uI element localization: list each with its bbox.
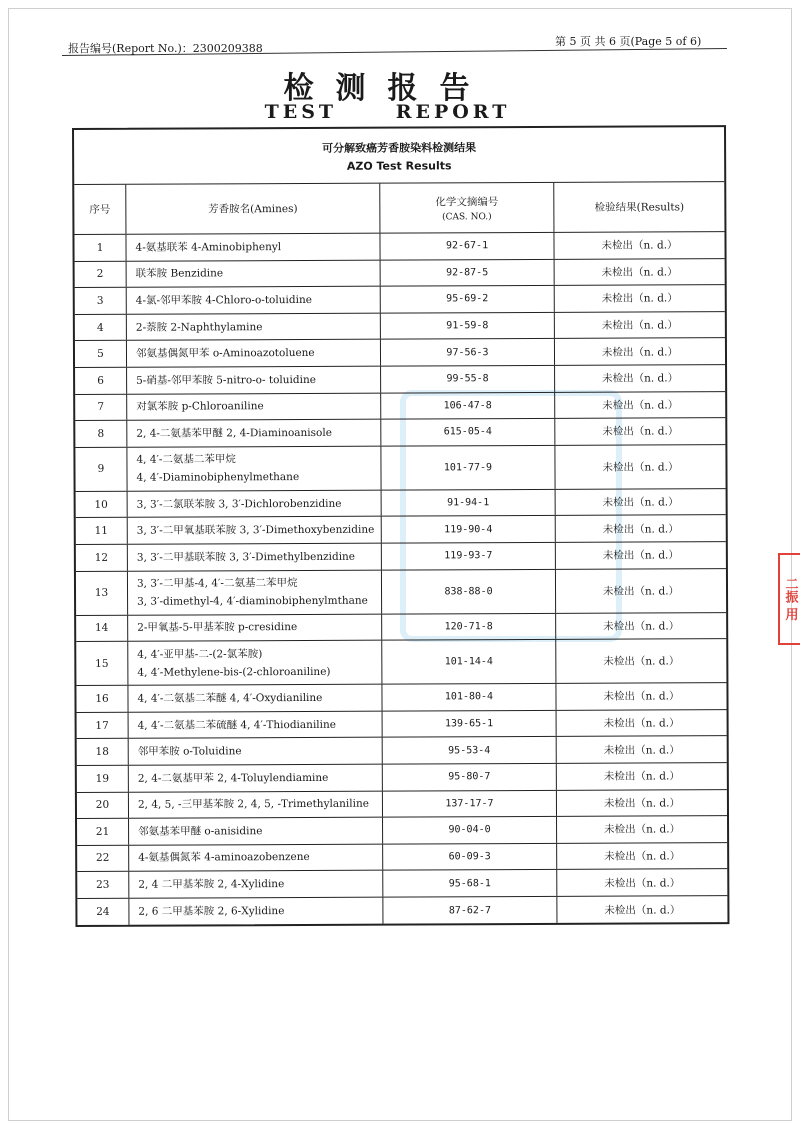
- cell-cas: 106-47-8: [381, 392, 555, 418]
- cell-result: 未检出（n. d.）: [602, 372, 679, 385]
- table-row: [75, 365, 725, 394]
- cell-result: 未检出（n. d.）: [601, 239, 678, 252]
- table-row: [76, 489, 726, 518]
- cell-no: 14: [76, 615, 128, 641]
- amine-name-line: 2, 4-二氨基甲苯 2, 4-Toluylendiamine: [137, 771, 329, 785]
- cell-result: 未检出（n. d.）: [603, 620, 680, 633]
- table-row: [76, 683, 726, 712]
- cell-no: 5: [75, 341, 127, 367]
- cell-amine-name: [127, 393, 381, 420]
- table-row: [75, 445, 725, 492]
- cell-cas: 92-87-5: [381, 259, 555, 285]
- cell-amine-name: [128, 490, 382, 517]
- cell-cas: 95-68-1: [383, 870, 557, 896]
- cell-result: 未检出（n. d.）: [601, 319, 678, 332]
- cell-cas: 95-69-2: [381, 286, 555, 312]
- cell-amine-name: [128, 685, 382, 712]
- table-row: [75, 418, 725, 447]
- cell-amine-name: [127, 446, 381, 490]
- table-row: [77, 869, 727, 898]
- cell-result: 未检出（n. d.）: [602, 425, 679, 439]
- col-header-no: 序号: [74, 185, 126, 234]
- cell-amine-name: [127, 287, 381, 314]
- table-row: [77, 790, 727, 819]
- amine-name-line: 3, 3′-二甲基-4, 4′-二氨基二苯甲烷: [136, 577, 298, 590]
- amine-name-line: 2, 4 二甲基苯胺 2, 4-Xylidine: [138, 878, 285, 891]
- amine-name-line: 2-甲氧基-5-甲基苯胺 p-cresidine: [137, 621, 298, 635]
- cell-result: 未检出（n. d.）: [604, 823, 681, 837]
- col-header-cas: [380, 183, 554, 233]
- cell-cas: 838-88-0: [382, 569, 556, 613]
- cell-amine-name: [129, 711, 383, 738]
- results-table: [72, 125, 729, 927]
- cell-result: 未检出（n. d.）: [602, 461, 679, 474]
- amine-name-line: 4, 4′-亚甲基-二-(2-氯苯胺): [137, 647, 263, 661]
- cell-no: 19: [77, 766, 129, 792]
- cell-result: 未检出（n. d.）: [602, 496, 679, 509]
- table-row: [77, 896, 727, 925]
- cell-cas: 91-94-1: [382, 490, 556, 516]
- table-row: [77, 816, 727, 845]
- cell-cas: 97-56-3: [381, 339, 555, 365]
- cell-result: 未检出（n. d.）: [601, 266, 678, 279]
- table-row: [77, 843, 727, 872]
- amine-name-line: 3, 3′-二甲基联苯胺 3, 3′-Dimethylbenzidine: [136, 550, 356, 564]
- table-caption: [74, 127, 724, 185]
- cell-no: 12: [76, 545, 128, 571]
- table-body: [74, 232, 727, 925]
- amine-name-line: 2, 4, 5, -三甲基苯胺 2, 4, 5, -Trimethylaniline: [137, 798, 369, 812]
- cell-amine-name: [127, 367, 381, 394]
- cell-cas: 87-62-7: [383, 897, 557, 924]
- amine-name-line: 联苯胺 Benzidine: [135, 267, 224, 281]
- table-row: [75, 392, 725, 421]
- table-caption-cn: 可分解致癌芳香胺染料检测结果: [322, 140, 477, 155]
- cell-result: 未检出（n. d.）: [603, 584, 680, 598]
- cell-no: 16: [76, 686, 128, 712]
- cell-no: 17: [77, 712, 129, 738]
- cell-cas: 101-14-4: [382, 640, 556, 684]
- cell-amine-name: [128, 544, 382, 571]
- cell-amine-name: [129, 844, 383, 871]
- amine-name-line: 3, 3′-二甲氧基联苯胺 3, 3′-Dimethoxybenzidine: [136, 523, 375, 537]
- cell-result: 未检出（n. d.）: [603, 717, 680, 730]
- cell-cas: 139-65-1: [383, 711, 557, 737]
- cell-no: 22: [77, 845, 129, 871]
- amine-name-line: 5-硝基-邻甲苯胺 5-nitro-o- toluidine: [136, 373, 316, 387]
- amine-name-line-2: 4, 4′-Diaminobiphenylmethane: [136, 471, 300, 484]
- cell-result: 未检出（n. d.）: [604, 850, 681, 863]
- cell-cas: 90-04-0: [383, 817, 557, 843]
- red-stamp: 二振 用: [778, 553, 800, 645]
- cell-no: 18: [77, 739, 129, 765]
- col-header-results: 检验结果(Results): [594, 201, 685, 214]
- amine-name-line: 2, 6 二甲基苯胺 2, 6-Xylidine: [138, 905, 285, 918]
- cell-cas: 119-93-7: [382, 543, 556, 569]
- col-header-cas-en: (CAS. NO.): [442, 211, 492, 222]
- amine-name-line: 4, 4′-二氨基二苯硫醚 4, 4′-Thiodianiline: [137, 718, 337, 732]
- report-number: 报告编号(Report No.)：2300209388: [68, 42, 263, 55]
- cell-result: 未检出（n. d.）: [603, 743, 680, 757]
- table-row: [76, 613, 726, 642]
- cell-no: 10: [76, 492, 128, 518]
- table-header-row: [74, 182, 724, 235]
- cell-no: 2: [75, 261, 127, 287]
- cell-result: 未检出（n. d.）: [604, 876, 681, 890]
- cell-cas: 120-71-8: [382, 613, 556, 639]
- table-row: [75, 285, 725, 314]
- table-row: [77, 710, 727, 739]
- cell-result: 未检出（n. d.）: [602, 522, 679, 536]
- cell-amine-name: [129, 738, 383, 765]
- amine-name-line: 4, 4′-二氨基二苯醚 4, 4′-Oxydianiline: [137, 691, 323, 705]
- amine-name-line: 邻氨基苯甲醚 o-anisidine: [138, 825, 263, 838]
- cell-amine-name: [127, 313, 381, 340]
- table-row: [77, 763, 727, 792]
- amine-name-line-2: 4, 4′-Methylene-bis-(2-chloroaniline): [137, 665, 331, 679]
- cell-amine-name: [129, 871, 383, 898]
- cell-cas: 91-59-8: [381, 313, 555, 339]
- cell-result: 未检出（n. d.）: [603, 690, 680, 704]
- cell-no: 1: [74, 235, 126, 261]
- cell-cas: 119-90-4: [382, 516, 556, 542]
- cell-amine-name: [129, 818, 383, 845]
- cell-no: 9: [75, 448, 127, 491]
- table-row: [76, 569, 726, 616]
- cell-result: 未检出（n. d.）: [603, 655, 680, 668]
- table-row: [75, 312, 725, 341]
- cell-amine-name: [128, 570, 382, 614]
- cell-no: 4: [75, 315, 127, 341]
- amine-name-line: 4, 4′-二氨基二苯甲烷: [136, 453, 236, 466]
- amine-name-line: 4-氨基联苯 4-Aminobiphenyl: [135, 240, 282, 254]
- title-chinese: 检测报告: [283, 71, 492, 106]
- amine-name-line: 2-萘胺 2-Naphthylamine: [135, 320, 263, 334]
- amine-name-line: 3, 3′-二氯联苯胺 3, 3′-Dichlorobenzidine: [136, 497, 342, 511]
- cell-amine-name: [129, 898, 383, 926]
- amine-name-line: 对氯苯胺 p-Chloroaniline: [136, 400, 264, 414]
- cell-amine-name: [127, 260, 381, 287]
- cell-no: 24: [77, 899, 129, 926]
- cell-cas: 101-80-4: [382, 684, 556, 710]
- amine-name-line-2: 3, 3′-dimethyl-4, 4′-diaminobiphenylmthane: [137, 594, 368, 608]
- amine-name-line: 4-氨基偶氮苯 4-aminoazobenzene: [138, 851, 310, 865]
- col-header-cas-cn: 化学文摘编号: [435, 195, 499, 208]
- table-row: [76, 639, 726, 686]
- cell-no: 7: [75, 394, 127, 420]
- title-english: TEST REPORT: [264, 101, 511, 123]
- cell-cas: 101-77-9: [381, 446, 555, 490]
- table-row: [76, 542, 726, 571]
- amine-name-line: 2, 4-二氨基苯甲醚 2, 4-Diaminoanisole: [136, 426, 332, 440]
- cell-amine-name: [127, 340, 381, 367]
- table-row: [77, 736, 727, 765]
- cell-result: 未检出（n. d.）: [602, 399, 679, 412]
- amine-name-line: 4-氯-邻甲苯胺 4-Chloro-o-toluidine: [135, 293, 312, 307]
- table-row: [75, 259, 725, 288]
- cell-cas: 615-05-4: [381, 419, 555, 445]
- cell-no: 13: [76, 571, 128, 614]
- cell-amine-name: [128, 614, 382, 641]
- cell-amine-name: [129, 791, 383, 818]
- table-caption-en: AZO Test Results: [346, 158, 452, 173]
- cell-no: 11: [76, 518, 128, 544]
- cell-no: 21: [77, 819, 129, 845]
- table-row: [75, 339, 725, 368]
- cell-no: 6: [75, 368, 127, 394]
- cell-result: 未检出（n. d.）: [603, 797, 680, 810]
- cell-result: 未检出（n. d.）: [601, 292, 678, 306]
- table-row: [76, 515, 726, 544]
- amine-name-line: 邻甲苯胺 o-Toluidine: [137, 745, 242, 758]
- cell-cas: 92-67-1: [380, 233, 554, 259]
- cell-result: 未检出（n. d.）: [602, 549, 679, 562]
- cell-amine-name: [128, 517, 382, 544]
- cell-cas: 137-17-7: [383, 790, 557, 816]
- cell-no: 15: [76, 642, 128, 685]
- cell-result: 未检出（n. d.）: [604, 904, 681, 917]
- col-header-amines: 芳香胺名(Amines): [126, 184, 380, 234]
- cell-cas: 95-80-7: [383, 764, 557, 790]
- cell-cas: 60-09-3: [383, 844, 557, 870]
- cell-cas: 99-55-8: [381, 366, 555, 392]
- cell-no: 23: [77, 872, 129, 898]
- page-indicator: 第 5 页 共 6 页(Page 5 of 6): [555, 35, 702, 48]
- cell-cas: 95-53-4: [383, 737, 557, 763]
- cell-result: 未检出（n. d.）: [603, 770, 680, 783]
- cell-amine-name: [126, 234, 380, 261]
- cell-amine-name: [128, 641, 382, 685]
- cell-no: 20: [77, 792, 129, 818]
- cell-result: 未检出（n. d.）: [601, 346, 679, 359]
- cell-amine-name: [129, 765, 383, 792]
- cell-no: 8: [75, 421, 127, 447]
- table-row: [74, 232, 724, 261]
- cell-no: 3: [75, 288, 127, 314]
- amine-name-line: 邻氨基偶氮甲苯 o-Aminoazotoluene: [135, 347, 315, 360]
- cell-amine-name: [127, 420, 381, 447]
